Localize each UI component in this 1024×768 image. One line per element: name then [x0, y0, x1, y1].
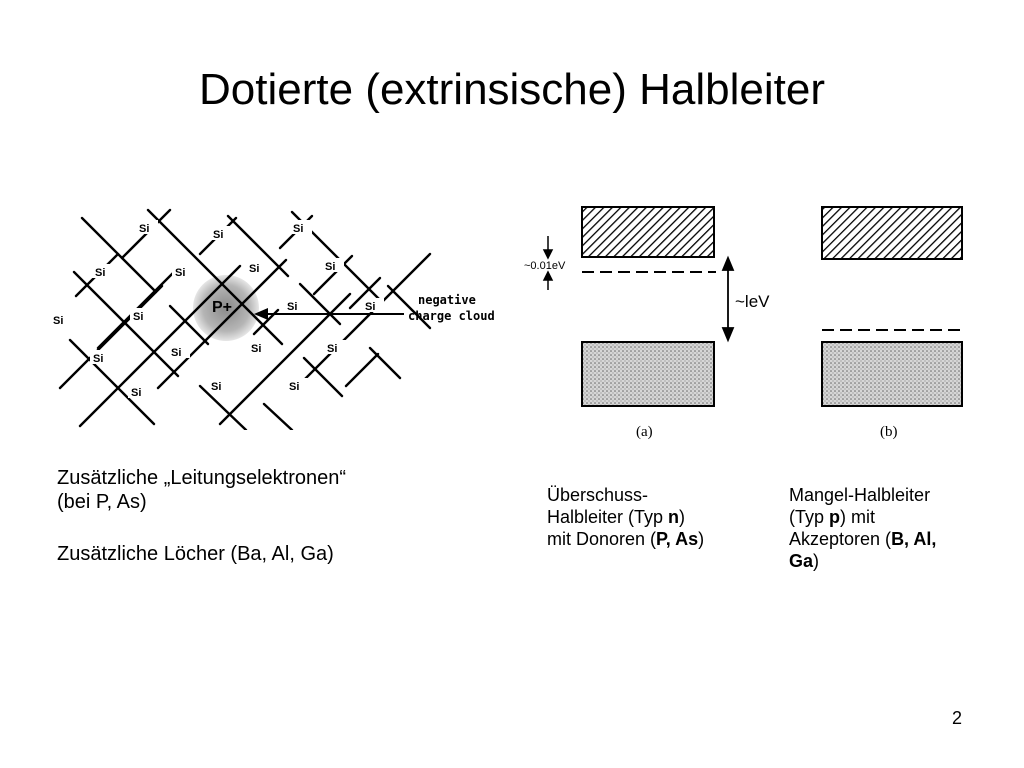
cloud-label-line1: negative: [418, 293, 476, 307]
silicon-lattice-figure: [50, 198, 510, 430]
n-type-caption: [547, 484, 704, 550]
dopant-atom: P+: [212, 299, 233, 316]
si-atom: Si: [213, 229, 224, 241]
si-atom: Si: [95, 267, 106, 279]
si-atom: Si: [133, 311, 144, 323]
n-type-line2: Halbleiter (Typ n): [547, 507, 686, 527]
si-atom: Si: [365, 301, 376, 313]
si-atom: Si: [131, 387, 142, 399]
p-type-caption: [789, 484, 936, 572]
conduction-band-a: [582, 207, 714, 257]
band-gap-arrow: [723, 258, 733, 340]
band-gap-label: ~leV: [735, 292, 770, 311]
slide-title: Dotierte (extrinsische) Halbleiter: [199, 65, 825, 114]
conduction-band-b: [822, 207, 962, 259]
si-atom: Si: [251, 343, 262, 355]
page-number: 2: [951, 708, 962, 728]
cloud-label-line2: charge cloud: [408, 309, 495, 323]
valence-band-a: [582, 342, 714, 406]
si-atom: Si: [287, 301, 298, 313]
n-type-line3: mit Donoren (P, As): [547, 529, 705, 549]
text-holes: Zusätzliche Löcher (Ba, Al, Ga): [57, 543, 334, 565]
donor-gap-label: ~0.01eV: [524, 260, 566, 272]
si-atom: Si: [53, 315, 64, 327]
si-atom: Si: [327, 343, 338, 355]
si-atom: Si: [175, 267, 186, 279]
si-atom: Si: [211, 381, 222, 393]
si-atom: Si: [249, 263, 260, 275]
label-a: (a): [636, 424, 653, 440]
si-atom: Si: [293, 223, 304, 235]
n-type-line1: Überschuss-: [547, 485, 649, 505]
si-atom: Si: [93, 353, 104, 365]
label-b: (b): [880, 424, 898, 440]
text-electrons-line1: Zusätzliche „Leitungselektronen“: [57, 467, 347, 489]
valence-band-b: [822, 342, 962, 406]
band-diagrams: [510, 190, 1000, 450]
p-type-line4: Ga): [789, 551, 820, 571]
si-atom: Si: [139, 223, 150, 235]
si-atom: Si: [325, 261, 336, 273]
text-electrons: [57, 466, 346, 514]
si-atom: Si: [289, 381, 300, 393]
si-atom: Si: [171, 347, 182, 359]
p-type-line2: (Typ p) mit: [789, 507, 876, 527]
p-type-line3: Akzeptoren (B, Al,: [789, 529, 937, 549]
text-electrons-line2: (bei P, As): [57, 491, 147, 513]
p-type-line1: Mangel-Halbleiter: [789, 485, 931, 505]
